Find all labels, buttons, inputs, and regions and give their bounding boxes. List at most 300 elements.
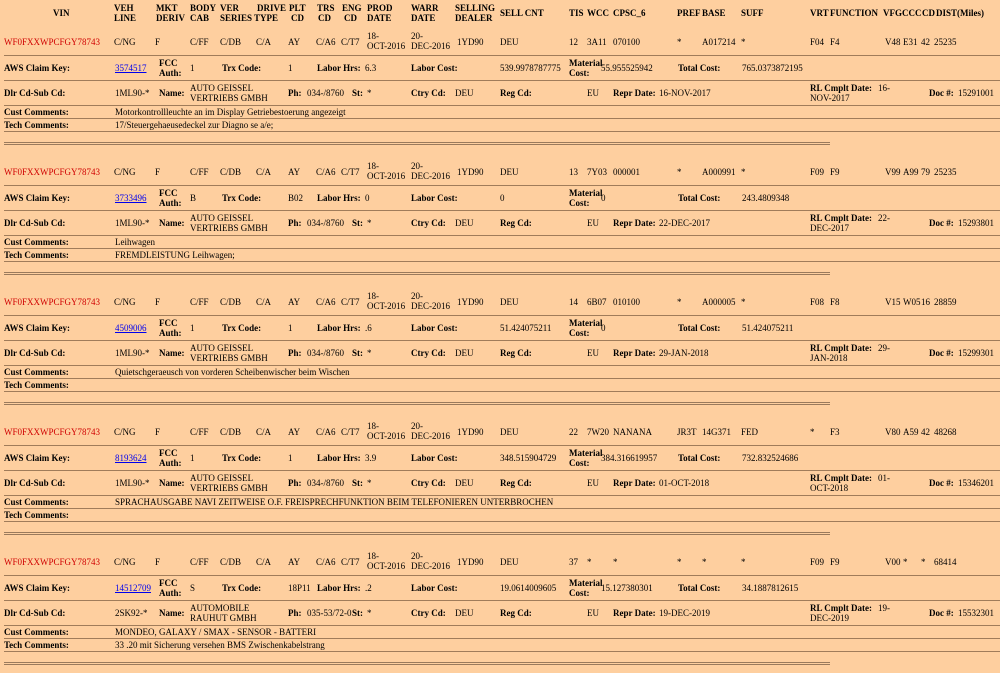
dlr-cd-value: 1ML90-* bbox=[115, 88, 150, 98]
warr-date-value: 20- bbox=[411, 291, 423, 301]
suff-value: * bbox=[741, 37, 746, 47]
tis-value: 14 bbox=[569, 297, 578, 307]
dealer-row bbox=[4, 212, 1000, 234]
record-separator bbox=[4, 274, 830, 275]
reg-cd-value: EU bbox=[587, 348, 599, 358]
claim-key-label: AWS Claim Key: bbox=[4, 193, 70, 203]
claim-row bbox=[4, 187, 1000, 209]
veh-line-value: C/NG bbox=[114, 427, 136, 437]
total-cost-label: Total Cost: bbox=[678, 323, 721, 333]
rl-cmplt-date-value-2: NOV-2017 bbox=[810, 93, 850, 103]
rl-cmplt-date-value: 29- bbox=[878, 343, 890, 353]
wcc-value: 7W20 bbox=[587, 427, 609, 437]
phone-value: 034-/8760 bbox=[307, 348, 344, 358]
prod-date-value: 18- bbox=[367, 421, 379, 431]
tis-value: 12 bbox=[569, 37, 578, 47]
dlr-cd-value: 2SK92-* bbox=[115, 608, 148, 618]
header-drive: DRIVE bbox=[257, 3, 287, 13]
cust-comments-row bbox=[4, 236, 1000, 247]
doc-number-value: 15291001 bbox=[958, 88, 994, 98]
total-cost-label: Total Cost: bbox=[678, 453, 721, 463]
dealer-row bbox=[4, 472, 1000, 494]
vrt-value: F09 bbox=[810, 167, 825, 177]
record-separator bbox=[4, 662, 830, 663]
row-divider bbox=[4, 575, 1000, 576]
doc-number-label: Doc #: bbox=[929, 218, 954, 228]
trx-code-value: B02 bbox=[288, 193, 304, 203]
header-veh-line: VEH bbox=[114, 3, 134, 13]
row-divider bbox=[4, 80, 1000, 81]
claim-key-link[interactable]: 14512709 bbox=[115, 583, 151, 593]
dealer-value: 1YD90 bbox=[457, 297, 484, 307]
dlr-cd-value: 1ML90-* bbox=[115, 218, 150, 228]
phone-label: Ph: bbox=[288, 348, 302, 358]
warr-date-value: 20- bbox=[411, 421, 423, 431]
ctry-cd-value: DEU bbox=[455, 218, 474, 228]
row-divider bbox=[4, 470, 1000, 471]
drive-type-value: C/A bbox=[256, 37, 272, 47]
sell-cnt-value: DEU bbox=[500, 37, 519, 47]
doc-number-value: 15299301 bbox=[958, 348, 994, 358]
mkt-deriv-value: F bbox=[155, 427, 161, 437]
eng-cd-value: C/T7 bbox=[341, 37, 360, 47]
doc-number-value: 15532301 bbox=[958, 608, 994, 618]
cust-comments-value: MONDEO, GALAXY / SMAX - SENSOR - BATTERI bbox=[115, 627, 317, 637]
dlr-cd-value: 1ML90-* bbox=[115, 478, 150, 488]
dealer-name-value: AUTOMOBILE bbox=[190, 603, 250, 613]
plt-cd-value: AY bbox=[288, 427, 301, 437]
labor-hrs-value: 6.3 bbox=[365, 63, 377, 73]
fcc-auth-value: S bbox=[190, 583, 196, 593]
cust-comments-label: Cust Comments: bbox=[4, 107, 69, 117]
header-function: FUNCTION bbox=[830, 8, 879, 18]
material-cost-label: Material bbox=[569, 448, 603, 458]
labor-hrs-value: .2 bbox=[365, 583, 372, 593]
tech-comments-row bbox=[4, 509, 1000, 520]
reg-cd-label: Reg Cd: bbox=[500, 348, 532, 358]
row-divider bbox=[4, 600, 1000, 601]
phone-value: 034-/8760 bbox=[307, 218, 344, 228]
row-divider bbox=[4, 521, 1000, 522]
labor-cost-label: Labor Cost: bbox=[411, 193, 458, 203]
labor-cost-value: 51.424075211 bbox=[500, 323, 552, 333]
repr-date-label: Repr Date: bbox=[613, 88, 656, 98]
dealer-value: 1YD90 bbox=[457, 427, 484, 437]
tech-comments-value: 33 .20 mit Sicherung versehen BMS Zwischenkabelstrang bbox=[115, 640, 325, 650]
dlr-cd-value: 1ML90-* bbox=[115, 348, 150, 358]
pref-value: JR3T bbox=[677, 427, 697, 437]
wcc-value: * bbox=[587, 557, 592, 567]
header-pref: PREF bbox=[677, 8, 701, 18]
material-cost-label: Material bbox=[569, 318, 603, 328]
cust-comments-label: Cust Comments: bbox=[4, 367, 69, 377]
cd-value: 16 bbox=[921, 297, 930, 307]
cpsc-value: NANANA bbox=[613, 427, 652, 437]
material-cost-value: 384.316619957 bbox=[601, 453, 658, 463]
reg-cd-label: Reg Cd: bbox=[500, 608, 532, 618]
trs-cd-value: C/A6 bbox=[316, 557, 336, 567]
prod-date-value-2: OCT-2016 bbox=[367, 431, 406, 441]
dealer-name-value: AUTO GEISSEL bbox=[190, 213, 254, 223]
trs-cd-value: C/A6 bbox=[316, 297, 336, 307]
vehicle-row bbox=[4, 30, 1000, 52]
header-plt-2: CD bbox=[291, 13, 304, 23]
cpsc-value: * bbox=[613, 557, 618, 567]
record-separator bbox=[4, 664, 830, 665]
cd-value: 79 bbox=[921, 167, 930, 177]
header-base: BASE bbox=[702, 8, 726, 18]
plt-cd-value: AY bbox=[288, 297, 301, 307]
repr-date-label: Repr Date: bbox=[613, 478, 656, 488]
fcc-label-2: Auth: bbox=[159, 328, 182, 338]
rl-cmplt-date-label: RL Cmplt Date: bbox=[810, 603, 872, 613]
reg-cd-label: Reg Cd: bbox=[500, 88, 532, 98]
ctry-cd-label: Ctry Cd: bbox=[411, 608, 446, 618]
doc-number-label: Doc #: bbox=[929, 88, 954, 98]
function-value: F3 bbox=[830, 427, 840, 437]
trx-code-value: 1 bbox=[288, 63, 293, 73]
claim-key-link[interactable]: 3733496 bbox=[115, 193, 147, 203]
row-divider bbox=[4, 340, 1000, 341]
warr-date-value: 20- bbox=[411, 161, 423, 171]
dlr-cd-label: Dlr Cd-Sub Cd: bbox=[4, 348, 66, 358]
tech-comments-row bbox=[4, 639, 1000, 650]
header-cd: CD bbox=[922, 8, 935, 18]
tech-comments-label: Tech Comments: bbox=[4, 250, 69, 260]
tis-value: 37 bbox=[569, 557, 578, 567]
record-separator bbox=[4, 142, 830, 143]
rl-cmplt-date-label: RL Cmplt Date: bbox=[810, 343, 872, 353]
repr-date-value: 16-NOV-2017 bbox=[659, 88, 711, 98]
drive-type-value: C/A bbox=[256, 557, 272, 567]
total-cost-value: 51.424075211 bbox=[742, 323, 794, 333]
material-cost-value: 0 bbox=[601, 323, 606, 333]
cust-comments-row bbox=[4, 366, 1000, 377]
labor-hrs-value: .6 bbox=[365, 323, 372, 333]
base-value: 14G371 bbox=[702, 427, 731, 437]
rl-cmplt-date-value: 01- bbox=[878, 473, 890, 483]
fcc-label: FCC bbox=[159, 578, 178, 588]
header-vfg: VFG bbox=[883, 8, 902, 18]
mkt-deriv-value: F bbox=[155, 557, 161, 567]
header-veh-line-2: LINE bbox=[114, 13, 137, 23]
row-divider bbox=[4, 210, 1000, 211]
vrt-value: F08 bbox=[810, 297, 825, 307]
labor-cost-label: Labor Cost: bbox=[411, 323, 458, 333]
prod-date-value-2: OCT-2016 bbox=[367, 41, 406, 51]
ctry-cd-label: Ctry Cd: bbox=[411, 88, 446, 98]
trx-code-label: Trx Code: bbox=[222, 323, 262, 333]
state-value: * bbox=[367, 478, 372, 488]
fcc-label-2: Auth: bbox=[159, 588, 182, 598]
sell-cnt-value: DEU bbox=[500, 427, 519, 437]
cust-comments-label: Cust Comments: bbox=[4, 497, 69, 507]
suff-value: * bbox=[741, 297, 746, 307]
vfg-value: V80 bbox=[885, 427, 901, 437]
header-ccc: CCC bbox=[902, 8, 922, 18]
ccc-value: * bbox=[903, 557, 908, 567]
trs-cd-value: C/A6 bbox=[316, 37, 336, 47]
header-trs-2: CD bbox=[318, 13, 331, 23]
rl-cmplt-date-label: RL Cmplt Date: bbox=[810, 83, 872, 93]
header-prod: PROD bbox=[367, 3, 393, 13]
body-cab-value: C/FF bbox=[190, 427, 209, 437]
eng-cd-value: C/T7 bbox=[341, 557, 360, 567]
material-cost-label: Material bbox=[569, 578, 603, 588]
labor-cost-label: Labor Cost: bbox=[411, 453, 458, 463]
row-divider bbox=[4, 391, 1000, 392]
warr-date-value-2: DEC-2016 bbox=[411, 301, 450, 311]
state-label: St: bbox=[352, 348, 363, 358]
base-value: * bbox=[702, 557, 707, 567]
header-trs: TRS bbox=[317, 3, 335, 13]
dist-value: 25235 bbox=[934, 37, 957, 47]
cust-comments-value: Quietschgeraeusch von vorderen Scheibenwischer beim Wischen bbox=[115, 367, 350, 377]
eng-cd-value: C/T7 bbox=[341, 427, 360, 437]
dist-value: 28859 bbox=[934, 297, 957, 307]
rl-cmplt-date-value-2: OCT-2018 bbox=[810, 483, 849, 493]
tech-comments-label: Tech Comments: bbox=[4, 510, 69, 520]
eng-cd-value: C/T7 bbox=[341, 167, 360, 177]
total-cost-value: 243.4809348 bbox=[742, 193, 790, 203]
labor-hrs-label: Labor Hrs: bbox=[317, 583, 361, 593]
drive-type-value: C/A bbox=[256, 167, 272, 177]
cpsc-value: 000001 bbox=[613, 167, 640, 177]
tech-comments-row bbox=[4, 249, 1000, 260]
cust-comments-row bbox=[4, 496, 1000, 507]
claim-key-link[interactable]: 8193624 bbox=[115, 453, 147, 463]
vehicle-row bbox=[4, 290, 1000, 312]
warr-date-value: 20- bbox=[411, 31, 423, 41]
header-sell-cnt: SELL CNT bbox=[500, 8, 544, 18]
repr-date-value: 19-DEC-2019 bbox=[659, 608, 710, 618]
header-warr: WARR bbox=[411, 3, 439, 13]
sell-cnt-value: DEU bbox=[500, 297, 519, 307]
claim-row bbox=[4, 577, 1000, 599]
ver-series-value: C/DB bbox=[220, 167, 242, 177]
vfg-value: V15 bbox=[885, 297, 901, 307]
vrt-value: F09 bbox=[810, 557, 825, 567]
phone-label: Ph: bbox=[288, 478, 302, 488]
tech-comments-label: Tech Comments: bbox=[4, 380, 69, 390]
tech-comments-row bbox=[4, 379, 1000, 390]
reg-cd-value: EU bbox=[587, 88, 599, 98]
fcc-auth-value: B bbox=[190, 193, 197, 203]
rl-cmplt-date-label: RL Cmplt Date: bbox=[810, 473, 872, 483]
ctry-cd-label: Ctry Cd: bbox=[411, 348, 446, 358]
warr-date-value-2: DEC-2016 bbox=[411, 561, 450, 571]
prod-date-value: 18- bbox=[367, 291, 379, 301]
ccc-value: A59 bbox=[903, 427, 919, 437]
record-separator bbox=[4, 144, 830, 145]
row-divider bbox=[4, 261, 1000, 262]
cd-value: 42 bbox=[921, 427, 930, 437]
dlr-cd-label: Dlr Cd-Sub Cd: bbox=[4, 608, 66, 618]
mkt-deriv-value: F bbox=[155, 37, 161, 47]
prod-date-value: 18- bbox=[367, 551, 379, 561]
claim-key-link[interactable]: 4509006 bbox=[115, 323, 147, 333]
reg-cd-label: Reg Cd: bbox=[500, 218, 532, 228]
prod-date-value-2: OCT-2016 bbox=[367, 561, 406, 571]
vfg-value: V99 bbox=[885, 167, 901, 177]
trs-cd-value: C/A6 bbox=[316, 167, 336, 177]
vrt-value: * bbox=[810, 427, 815, 437]
dealer-row bbox=[4, 602, 1000, 624]
header-tis: TIS bbox=[569, 8, 584, 18]
trs-cd-value: C/A6 bbox=[316, 427, 336, 437]
header-dealer: SELLING bbox=[455, 3, 496, 13]
tech-comments-value: 17/Steuergehaeusedeckel zur Diagno se a/e; bbox=[115, 120, 274, 130]
record-separator bbox=[4, 272, 830, 273]
suff-value: FED bbox=[741, 427, 759, 437]
claim-key-label: AWS Claim Key: bbox=[4, 583, 70, 593]
dealer-value: 1YD90 bbox=[457, 37, 484, 47]
reg-cd-value: EU bbox=[587, 478, 599, 488]
vin-value: WF0FXXWPCFGY78743 bbox=[4, 427, 101, 437]
body-cab-value: C/FF bbox=[190, 557, 209, 567]
fcc-label: FCC bbox=[159, 448, 178, 458]
state-label: St: bbox=[352, 218, 363, 228]
header-drive-2: TYPE bbox=[254, 13, 279, 23]
repr-date-label: Repr Date: bbox=[613, 218, 656, 228]
pref-value: * bbox=[677, 297, 682, 307]
trx-code-label: Trx Code: bbox=[222, 583, 262, 593]
header-eng: ENG bbox=[342, 3, 362, 13]
doc-number-label: Doc #: bbox=[929, 478, 954, 488]
veh-line-value: C/NG bbox=[114, 297, 136, 307]
record-separator bbox=[4, 532, 830, 533]
labor-cost-value: 0 bbox=[500, 193, 505, 203]
rl-cmplt-date-value: 16- bbox=[878, 83, 890, 93]
prod-date-value: 18- bbox=[367, 161, 379, 171]
warr-date-value: 20- bbox=[411, 551, 423, 561]
repr-date-label: Repr Date: bbox=[613, 348, 656, 358]
header-vrt: VRT bbox=[810, 8, 829, 18]
material-cost-label-2: Cost: bbox=[569, 458, 590, 468]
reg-cd-label: Reg Cd: bbox=[500, 478, 532, 488]
dist-value: 68414 bbox=[934, 557, 957, 567]
record-separator bbox=[4, 534, 830, 535]
header-warr-2: DATE bbox=[411, 13, 436, 23]
total-cost-label: Total Cost: bbox=[678, 583, 721, 593]
header-body-2: CAB bbox=[190, 13, 210, 23]
total-cost-value: 34.1887812615 bbox=[742, 583, 799, 593]
suff-value: * bbox=[741, 167, 746, 177]
ctry-cd-label: Ctry Cd: bbox=[411, 478, 446, 488]
rl-cmplt-date-value-2: DEC-2017 bbox=[810, 223, 849, 233]
fcc-label-2: Auth: bbox=[159, 458, 182, 468]
vehicle-row bbox=[4, 160, 1000, 182]
reg-cd-value: EU bbox=[587, 218, 599, 228]
tech-comments-row bbox=[4, 119, 1000, 130]
vehicle-row bbox=[4, 420, 1000, 442]
vin-value: WF0FXXWPCFGY78743 bbox=[4, 557, 101, 567]
veh-line-value: C/NG bbox=[114, 557, 136, 567]
labor-cost-value: 348.515904729 bbox=[500, 453, 557, 463]
suff-value: * bbox=[741, 557, 746, 567]
labor-cost-label: Labor Cost: bbox=[411, 63, 458, 73]
dealer-name-value: AUTO GEISSEL bbox=[190, 83, 254, 93]
header-wcc: WCC bbox=[587, 8, 609, 18]
dealer-name-value: AUTO GEISSEL bbox=[190, 343, 254, 353]
function-value: F9 bbox=[830, 557, 840, 567]
name-label: Name: bbox=[159, 218, 185, 228]
header-vin: VIN bbox=[53, 8, 70, 18]
doc-number-label: Doc #: bbox=[929, 348, 954, 358]
header-plt: PLT bbox=[289, 3, 306, 13]
record-separator bbox=[4, 402, 830, 403]
phone-value: 034-/8760 bbox=[307, 88, 344, 98]
material-cost-label: Material bbox=[569, 58, 603, 68]
ver-series-value: C/DB bbox=[220, 427, 242, 437]
header-dealer-2: DEALER bbox=[455, 13, 493, 23]
labor-hrs-label: Labor Hrs: bbox=[317, 63, 361, 73]
claim-key-link[interactable]: 3574517 bbox=[115, 63, 147, 73]
labor-hrs-label: Labor Hrs: bbox=[317, 323, 361, 333]
fcc-auth-value: 1 bbox=[190, 63, 195, 73]
claim-key-label: AWS Claim Key: bbox=[4, 63, 70, 73]
mkt-deriv-value: F bbox=[155, 297, 161, 307]
fcc-label-2: Auth: bbox=[159, 198, 182, 208]
total-cost-label: Total Cost: bbox=[678, 63, 721, 73]
claim-key-label: AWS Claim Key: bbox=[4, 323, 70, 333]
cd-value: 42 bbox=[921, 37, 930, 47]
labor-hrs-value: 0 bbox=[365, 193, 370, 203]
dlr-cd-label: Dlr Cd-Sub Cd: bbox=[4, 88, 66, 98]
header-suff: SUFF bbox=[741, 8, 764, 18]
function-value: F9 bbox=[830, 167, 840, 177]
body-cab-value: C/FF bbox=[190, 297, 209, 307]
ctry-cd-value: DEU bbox=[455, 478, 474, 488]
wcc-value: 6B07 bbox=[587, 297, 607, 307]
warr-date-value-2: DEC-2016 bbox=[411, 41, 450, 51]
total-cost-value: 765.0373872195 bbox=[742, 63, 803, 73]
doc-number-value: 15293801 bbox=[958, 218, 994, 228]
wcc-value: 7Y03 bbox=[587, 167, 607, 177]
table-header bbox=[4, 3, 1000, 29]
prod-date-value: 18- bbox=[367, 31, 379, 41]
header-mkt: MKT bbox=[156, 3, 178, 13]
state-value: * bbox=[367, 88, 372, 98]
header-prod-2: DATE bbox=[367, 13, 392, 23]
ver-series-value: C/DB bbox=[220, 557, 242, 567]
ccc-value: W05 bbox=[903, 297, 921, 307]
plt-cd-value: AY bbox=[288, 167, 301, 177]
cust-comments-row bbox=[4, 106, 1000, 117]
cust-comments-label: Cust Comments: bbox=[4, 627, 69, 637]
rl-cmplt-date-value-2: DEC-2019 bbox=[810, 613, 849, 623]
fcc-auth-value: 1 bbox=[190, 453, 195, 463]
material-cost-label: Material bbox=[569, 188, 603, 198]
function-value: F8 bbox=[830, 297, 840, 307]
pref-value: * bbox=[677, 37, 682, 47]
ctry-cd-value: DEU bbox=[455, 348, 474, 358]
cust-comments-value: Motorkontrollleuchte an im Display Getriebestoerung angezeigt bbox=[115, 107, 346, 117]
trx-code-label: Trx Code: bbox=[222, 193, 262, 203]
mkt-deriv-value: F bbox=[155, 167, 161, 177]
total-cost-label: Total Cost: bbox=[678, 193, 721, 203]
phone-label: Ph: bbox=[288, 218, 302, 228]
ver-series-value: C/DB bbox=[220, 297, 242, 307]
phone-label: Ph: bbox=[288, 88, 302, 98]
trx-code-value: 1 bbox=[288, 453, 293, 463]
cd-value: * bbox=[921, 557, 926, 567]
material-cost-value: 55.955525942 bbox=[601, 63, 653, 73]
pref-value: * bbox=[677, 557, 682, 567]
row-divider bbox=[4, 445, 1000, 446]
dlr-cd-label: Dlr Cd-Sub Cd: bbox=[4, 218, 66, 228]
repr-date-value: 01-OCT-2018 bbox=[659, 478, 710, 488]
